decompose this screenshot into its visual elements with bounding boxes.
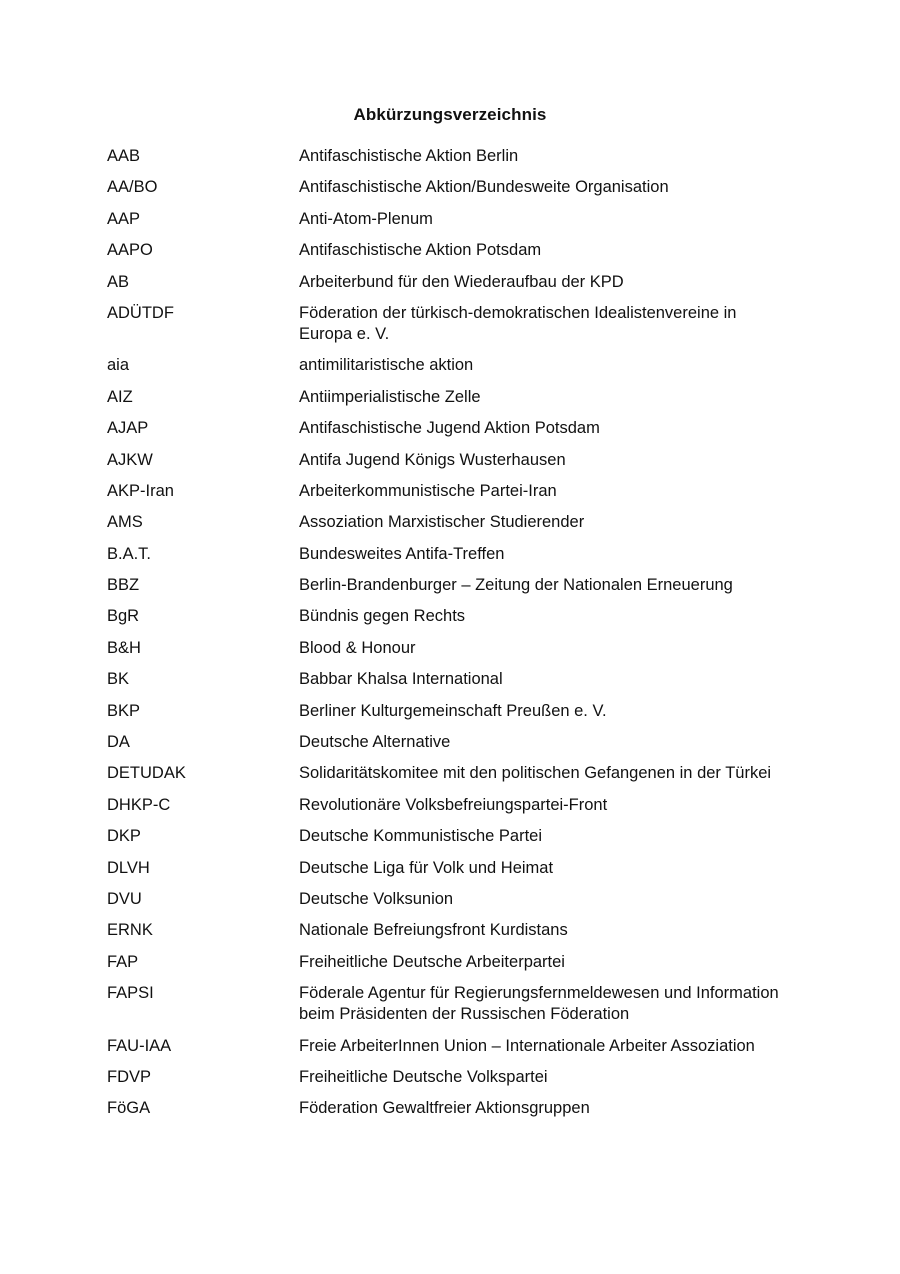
abbreviation: FDVP [107, 1067, 152, 1086]
abbreviation: DETUDAK [107, 764, 186, 783]
definition: Freiheitliche Deutsche Volkspartei [299, 1067, 548, 1086]
list-item [107, 303, 797, 345]
definition: Antifaschistische Jugend Aktion Potsdam [299, 419, 600, 438]
abbreviation: AAB [107, 147, 141, 165]
abbreviation: FAPSI [107, 984, 154, 1003]
abbreviation: B&H [107, 638, 141, 657]
definition: Bündnis gegen Rechts [299, 607, 466, 626]
list-item [107, 826, 797, 847]
abbreviation: aia [107, 356, 130, 375]
abbreviation: BK [107, 670, 130, 689]
list-item [107, 763, 797, 784]
list-item [107, 732, 797, 753]
abbreviation-list [107, 146, 797, 1130]
list-item [107, 418, 797, 439]
abbreviation: ADÜTDF [107, 303, 174, 322]
definition: Arbeiterbund für den Wiederaufbau der KPD [299, 272, 624, 291]
list-item [107, 575, 797, 596]
definition: Föderation Gewaltfreier Aktionsgruppen [299, 1099, 590, 1118]
list-item [107, 889, 797, 910]
definition: Blood & Honour [299, 638, 416, 657]
definition: Deutsche Liga für Volk und Heimat [299, 858, 554, 877]
list-item [107, 240, 797, 261]
abbreviation: B.A.T. [107, 544, 152, 563]
definition: Antiimperialistische Zelle [299, 387, 481, 406]
list-item [107, 983, 797, 1025]
abbreviation: DHKP-C [107, 795, 171, 814]
abbreviation: AAP [107, 209, 141, 228]
list-item [107, 272, 797, 293]
list-item [107, 638, 797, 659]
definition: Freie ArbeiterInnen Union – Internationale Arbeiter Assoziation [299, 1036, 755, 1055]
list-item [107, 209, 797, 230]
definition: Assoziation Marxistischer Studierender [299, 513, 585, 532]
definition: Freiheitliche Deutsche Arbeiterpartei [299, 952, 565, 971]
definition: Föderale Agentur für Regierungsfernmeldewesen und Information beim Präsidenten der Russischen Föderation [299, 984, 779, 1024]
list-item [107, 512, 797, 533]
list-item [107, 481, 797, 502]
definition: Revolutionäre Volksbefreiungspartei-Front [299, 795, 608, 814]
list-item [107, 177, 797, 198]
definition: Antifa Jugend Königs Wusterhausen [299, 450, 566, 469]
definition: Deutsche Alternative [299, 733, 451, 752]
abbreviation: DA [107, 733, 130, 752]
abbreviation: AMS [107, 513, 143, 532]
list-item [107, 952, 797, 973]
list-item [107, 1067, 797, 1088]
list-item [107, 606, 797, 627]
definition: Bundesweites Antifa-Treffen [299, 544, 505, 563]
list-item [107, 387, 797, 408]
definition: Deutsche Volksunion [299, 889, 454, 908]
definition: Arbeiterkommunistische Partei-Iran [299, 481, 557, 500]
abbreviation: AJAP [107, 419, 149, 438]
abbreviation: AKP-Iran [107, 481, 174, 500]
abbreviation: AA/BO [107, 178, 158, 197]
list-item [107, 544, 797, 565]
list-item [107, 920, 797, 941]
definition: antimilitaristische aktion [299, 356, 474, 375]
definition: Berlin-Brandenburger – Zeitung der Nationalen Erneuerung [299, 576, 733, 595]
list-item [107, 701, 797, 722]
abbreviation: BKP [107, 701, 141, 720]
abbreviation: AB [107, 272, 130, 291]
list-item [107, 669, 797, 690]
definition: Nationale Befreiungsfront Kurdistans [299, 921, 568, 940]
list-item [107, 450, 797, 471]
page-title: Abkürzungsverzeichnis [353, 105, 547, 124]
abbreviation: ERNK [107, 921, 153, 940]
abbreviation: AJKW [107, 450, 153, 469]
abbreviation: DVU [107, 889, 142, 908]
definition: Deutsche Kommunistische Partei [299, 827, 543, 846]
definition: Föderation der türkisch-demokratischen Idealistenvereine in Europa e. V. [299, 303, 737, 343]
abbreviation: DKP [107, 827, 141, 846]
abbreviation: FAU-IAA [107, 1036, 172, 1055]
definition: Berliner Kulturgemeinschaft Preußen e. V. [299, 701, 607, 720]
list-item [107, 355, 797, 376]
list-item [107, 1036, 797, 1057]
definition: Antifaschistische Aktion/Bundesweite Organisation [299, 178, 669, 197]
abbreviation: FAP [107, 952, 139, 971]
abbreviation: DLVH [107, 858, 150, 877]
list-item [107, 146, 797, 167]
list-item [107, 795, 797, 816]
definition: Solidaritätskomitee mit den politischen Gefangenen in der Türkei [299, 764, 772, 783]
definition: Antifaschistische Aktion Potsdam [299, 241, 542, 260]
abbreviation: BgR [107, 607, 140, 626]
abbreviation: AAPO [107, 241, 153, 260]
list-item [107, 858, 797, 879]
definition: Babbar Khalsa International [299, 670, 503, 689]
definition: Antifaschistische Aktion Berlin [299, 147, 519, 165]
abbreviation: AIZ [107, 387, 133, 406]
list-item [107, 1098, 797, 1119]
abbreviation: BBZ [107, 576, 140, 595]
abbreviation: FöGA [107, 1099, 151, 1118]
definition: Anti-Atom-Plenum [299, 209, 433, 228]
